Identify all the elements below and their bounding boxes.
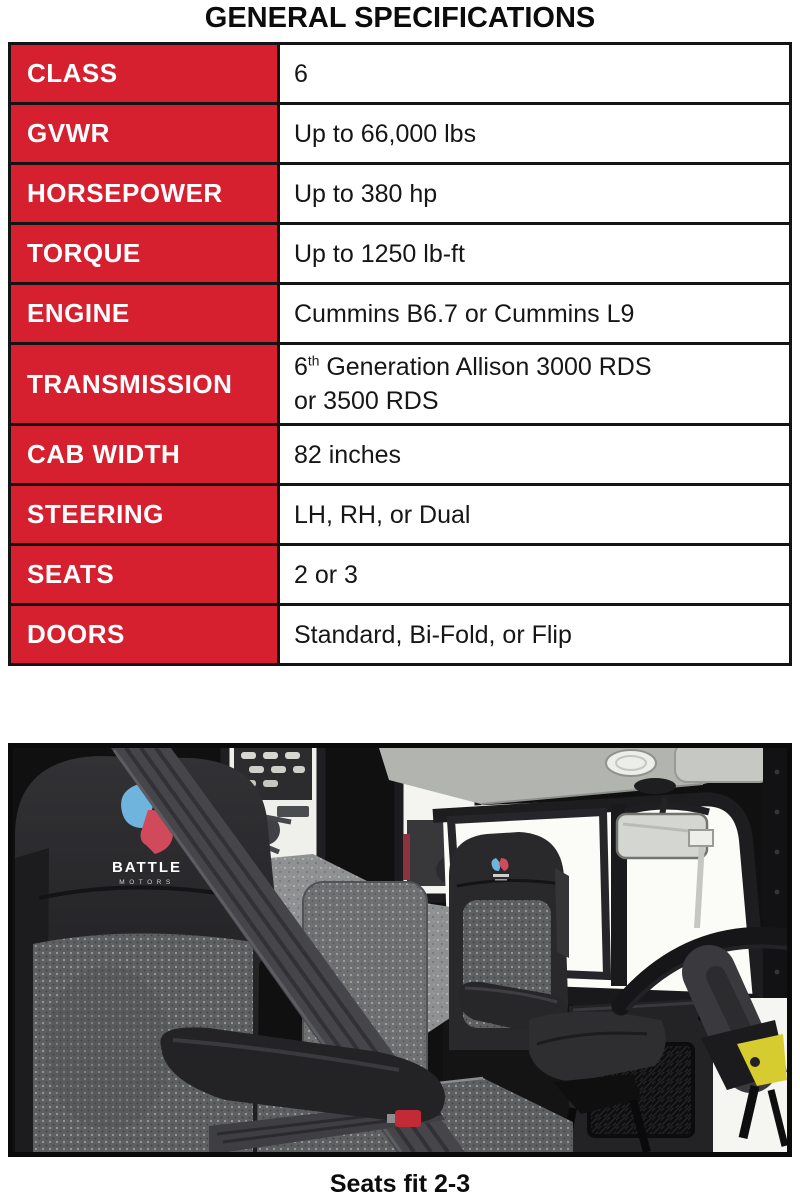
spec-row-doors bbox=[11, 603, 789, 663]
photo-caption: Seats fit 2-3 bbox=[329, 1170, 471, 1198]
spec-row-gvwr bbox=[11, 102, 789, 162]
spec-row-transmission bbox=[11, 342, 789, 423]
spec-value: 6 bbox=[280, 45, 789, 102]
spec-label: CLASS bbox=[11, 45, 280, 102]
spec-row-steering bbox=[11, 483, 789, 543]
spec-row-cab-width bbox=[11, 423, 789, 483]
spec-row-class bbox=[11, 45, 789, 102]
spec-value: 6th Generation Allison 3000 RDS or 3500 RDS bbox=[280, 345, 789, 423]
cab-interior-photo bbox=[8, 743, 792, 1157]
spec-row-horsepower bbox=[11, 162, 789, 222]
page-title: GENERAL SPECIFICATIONS bbox=[204, 2, 596, 34]
spec-label: TORQUE bbox=[11, 225, 280, 282]
spec-value: Up to 1250 lb-ft bbox=[280, 225, 789, 282]
spec-label: SEATS bbox=[11, 546, 280, 603]
rearview-mirror bbox=[617, 798, 709, 858]
spec-label: ENGINE bbox=[11, 285, 280, 342]
roof-vent bbox=[634, 778, 676, 794]
spec-value: Cummins B6.7 or Cummins L9 bbox=[280, 285, 789, 342]
spec-value: LH, RH, or Dual bbox=[280, 486, 789, 543]
brand-subname: MOTORS bbox=[119, 879, 175, 886]
spec-row-engine bbox=[11, 282, 789, 342]
spec-label: STEERING bbox=[11, 486, 280, 543]
brand-name: BATTLE bbox=[111, 859, 183, 876]
sun-visor bbox=[675, 748, 771, 782]
spec-label: TRANSMISSION bbox=[11, 345, 280, 423]
spec-row-seats bbox=[11, 543, 789, 603]
spec-label: HORSEPOWER bbox=[11, 165, 280, 222]
spec-table bbox=[8, 42, 792, 666]
spec-value: 2 or 3 bbox=[280, 546, 789, 603]
spec-label: DOORS bbox=[11, 606, 280, 663]
cab-interior-illustration bbox=[13, 748, 787, 1152]
spec-label: CAB WIDTH bbox=[11, 426, 280, 483]
dome-light bbox=[606, 750, 656, 776]
spec-value: 82 inches bbox=[280, 426, 789, 483]
spec-value: Up to 380 hp bbox=[280, 165, 789, 222]
spec-value: Standard, Bi-Fold, or Flip bbox=[280, 606, 789, 663]
spec-value: Up to 66,000 lbs bbox=[280, 105, 789, 162]
spec-row-torque bbox=[11, 222, 789, 282]
spec-label: GVWR bbox=[11, 105, 280, 162]
